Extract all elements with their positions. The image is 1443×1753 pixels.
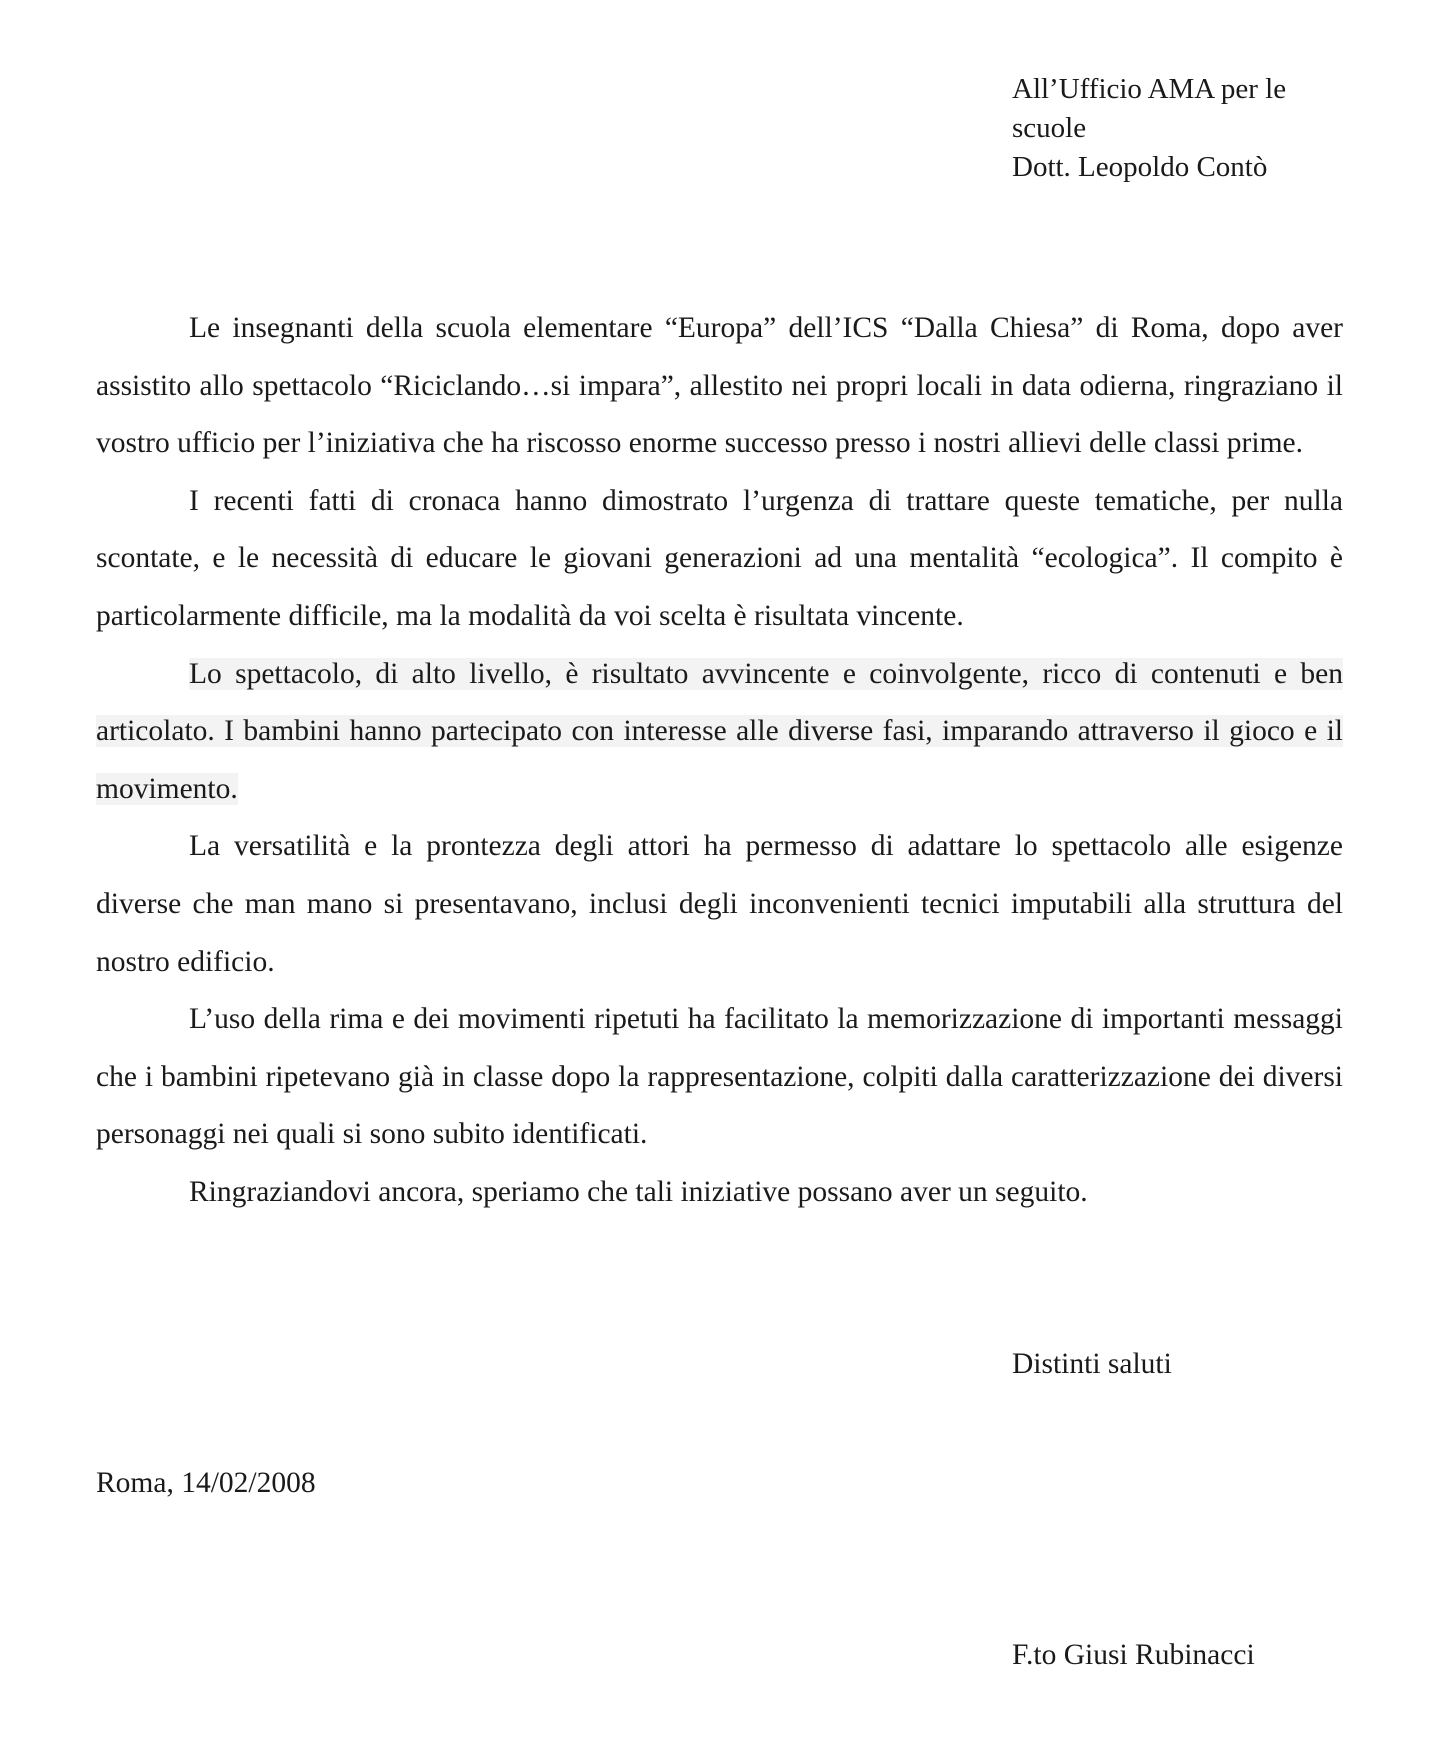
letter-body	[96, 300, 1343, 1222]
recipient-address	[1012, 70, 1342, 187]
place-and-date: Roma, 14/02/2008	[96, 1467, 316, 1499]
recipient-line: scuole	[1012, 112, 1087, 144]
closing-salutation: Distinti saluti	[1012, 1348, 1172, 1380]
highlighted-text: Lo spettacolo, di alto livello, è risultato avvincente e coinvolgente, ricco di contenuti e ben articolato. I bambini hanno partecipato con interesse alle diverse fasi, imparando attraverso il gioco e il movimento.	[96, 657, 1343, 805]
signature: F.to Giusi Rubinacci	[1012, 1639, 1255, 1671]
body-paragraph: I recenti fatti di cronaca hanno dimostrato l’urgenza di trattare queste tematiche, per nulla scontate, e le necessità di educare le giovani generazioni ad una mentalità “ecologica”. Il compito è particolarmente difficile, ma la modalità da voi scelta è risultata vincente.	[96, 484, 1343, 632]
body-paragraph: La versatilità e la prontezza degli attori ha permesso di adattare lo spettacolo alle esigenze diverse che man mano si presentavano, inclusi degli inconvenienti tecnici imputabili alla struttura del nostro edificio.	[96, 830, 1343, 978]
body-paragraph: Le insegnanti della scuola elementare “Europa” dell’ICS “Dalla Chiesa” di Roma, dopo aver assistito allo spettacolo “Riciclando…si impara”, allestito nei propri locali in data odierna, ringraziano il vostro ufficio per l’iniziativa che ha riscosso enorme successo presso i nostri allievi delle classi prime.	[96, 312, 1343, 460]
body-paragraph: Ringraziandovi ancora, speriamo che tali iniziative possano aver un seguito.	[189, 1175, 1088, 1208]
body-paragraph: L’uso della rima e dei movimenti ripetuti ha facilitato la memorizzazione di importanti messaggi che i bambini ripetevano già in classe dopo la rappresentazione, colpiti dalla caratterizzazione dei diversi personaggi nei quali si sono subito identificati.	[96, 1003, 1343, 1151]
recipient-line: Dott. Leopoldo Contò	[1012, 151, 1268, 183]
body-paragraph	[96, 646, 1343, 819]
recipient-line: All’Ufficio AMA per le	[1012, 73, 1287, 105]
